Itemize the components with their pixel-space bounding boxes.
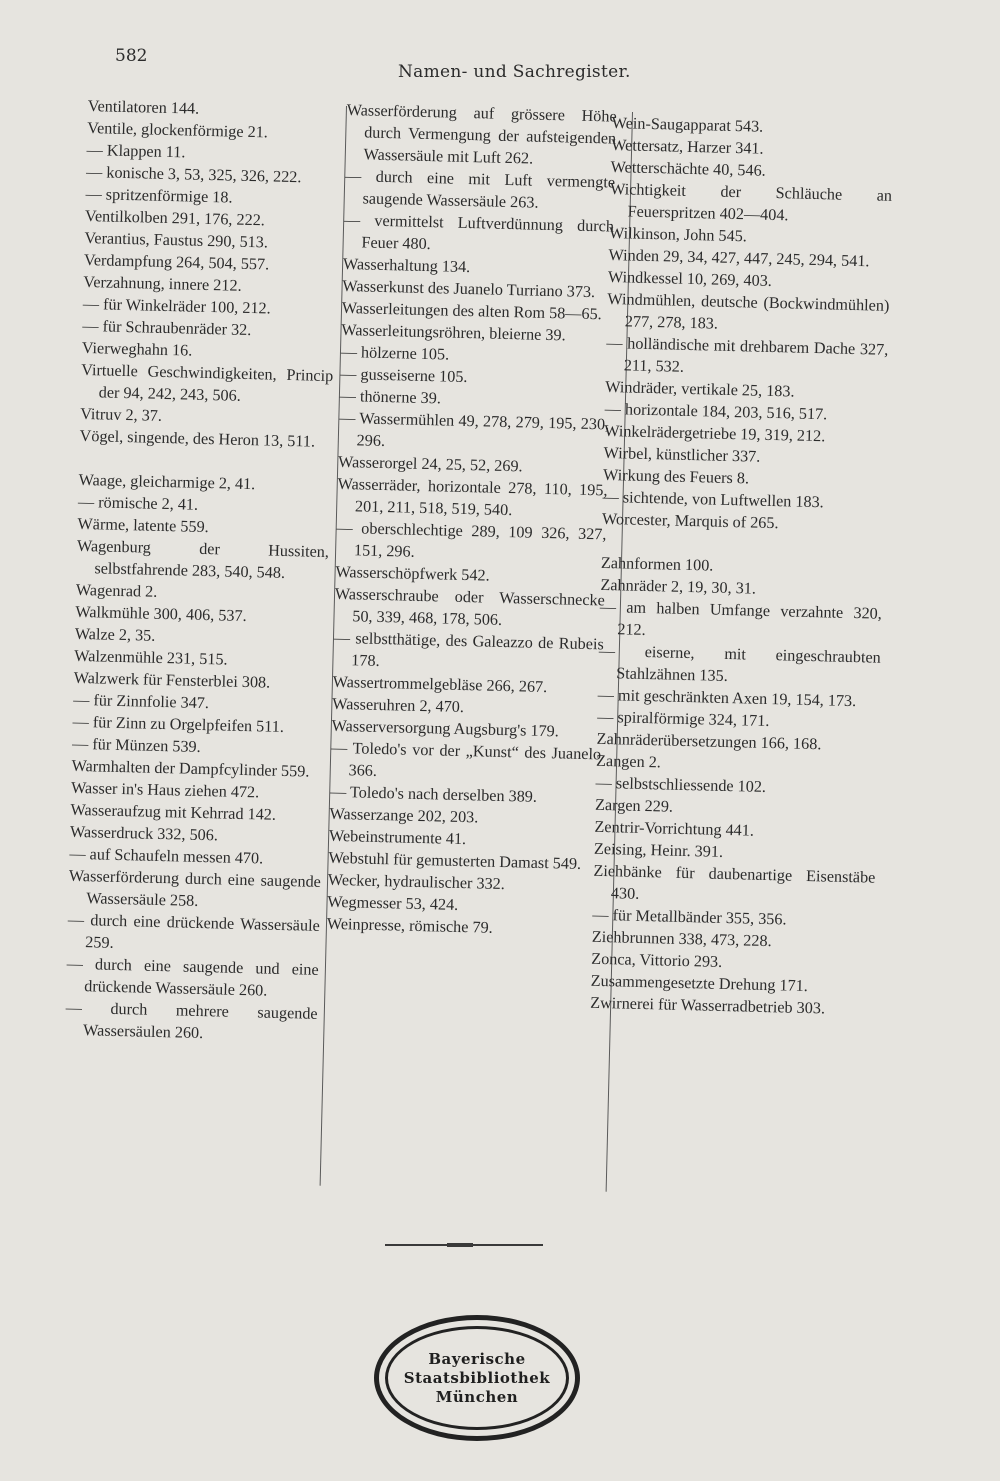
index-entry: Wetterschächte 40, 546. [610,157,766,180]
index-column-2 [327,99,617,941]
index-entry: Walzenmühle 231, 515. [74,646,228,669]
index-entry: Wegmesser 53, 424. [327,892,459,914]
index-column-1 [65,95,340,1047]
index-entry: Wasserzange 202, 203. [329,804,479,827]
index-entry: Verzahnung, innere 212. [83,272,242,295]
index-entry: Wasserförderung auf grössere Höhe durch Vermengung der aufsteigenden Wassersäule mit Luft 262. [346,100,617,168]
index-entry: Wilkinson, John 545. [608,223,748,246]
index-entry: — spritzenförmige 18. [85,184,233,207]
index-entry: Verdampfung 264, 504, 557. [83,250,270,274]
index-entry: Wecker, hydraulischer 332. [327,870,506,894]
index-entry: — horizontale 184, 203, 516, 517. [604,399,828,424]
index-entry: Zeising, Heinr. 391. [593,839,724,861]
index-entry: Zahnräderübersetzungen 166, 168. [596,729,822,754]
index-entry: — Toledo's vor der „Kunst“ des Juanelo 366. [330,738,602,780]
index-entry: Wasserdruck 332, 506. [69,822,219,845]
index-entry: Wassertrommelgebläse 266, 267. [332,672,548,697]
stamp-line-3: München [435,1387,519,1406]
index-entry: — Wassermühlen 49, 278, 279, 195, 230, 296. [338,408,610,451]
index-entry: — am halben Umfange verzahnte 320, 212. [599,597,883,639]
index-entry: Ventilkolben 291, 176, 222. [84,206,266,230]
index-entry: Zahnräder 2, 19, 30, 31. [600,575,757,598]
index-entry: Wasserräder, horizontale 278, 110, 195, 201, 211, 518, 519, 540. [337,474,608,520]
index-entry: Waage, gleicharmige 2, 41. [78,470,256,494]
index-entry: — römische 2, 41. [77,492,199,514]
running-head: Namen- und Sachregister. [398,62,631,82]
index-entry: Windräder, vertikale 25, 183. [605,377,795,401]
index-entry: Verantius, Faustus 290, 513. [84,228,269,252]
index-entry: Vögel, singende, des Heron 13, 511. [79,426,316,451]
index-entry: Winkelrädergetriebe 19, 319, 212. [603,421,826,446]
index-entry: Wasserleitungsröhren, bleierne 39. [341,320,566,345]
index-entry: Zentrir-Vorrichtung 441. [594,817,755,840]
index-entry: Ziehbrunnen 338, 473, 228. [591,927,772,951]
index-entry: Wasserförderung durch eine saugende Wassersäule 258. [68,866,322,910]
index-entry: — mit geschränkten Axen 19, 154, 173. [597,685,857,711]
index-entry: Worcester, Marquis of 265. [601,509,779,533]
index-entry: Vitruv 2, 37. [79,404,163,425]
index-entry: Weinpresse, römische 79. [326,914,493,937]
index-entry: — für Metallbänder 355, 356. [592,905,787,929]
index-entry: Ziehbänke für daubenartige Eisenstäbe 430. [593,861,876,903]
index-entry: — Klappen 11. [86,140,186,162]
index-entry: — für Zinnfolie 347. [72,690,210,713]
index-entry: — thönerne 39. [339,386,442,408]
index-entry: — gusseiserne 105. [340,364,468,387]
index-entry: Zusammengesetzte Drehung 171. [590,971,809,996]
library-stamp [374,1315,580,1441]
index-column-3 [590,112,894,1021]
index-entry: Wasserleitungen des alten Rom 58—65. [341,298,602,324]
index-entry: — konische 3, 53, 325, 326, 222. [85,162,302,187]
page-number: 582 [115,46,148,66]
index-entry: Wein-Saugapparat 543. [611,113,764,136]
index-entry: Webeinstrumente 41. [328,826,467,849]
index-entry: Warmhalten der Dampfcylinder 559. [71,756,310,781]
index-entry: Zargen 229. [594,795,674,816]
index-entry: — spiralförmige 324, 171. [596,707,770,731]
index-entry: Zonca, Vittorio 293. [591,949,723,971]
index-entry: — für Münzen 539. [71,734,201,756]
index-entry: Wasserkunst des Juanelo Turriano 373. [342,276,596,302]
index-entry: Zangen 2. [595,751,662,772]
index-entry: Wagenrad 2. [75,580,158,601]
index-entry: Wärme, latente 559. [77,514,209,537]
index-entry: Wasserschöpfwerk 542. [335,562,490,585]
index-entry: Virtuelle Geschwindigkeiten, Princip der 94, 242, 243, 506. [81,360,334,405]
index-entry: — für Winkelräder 100, 212. [82,294,271,318]
index-entry: Wasseruhren 2, 470. [331,694,465,717]
index-entry: Wagenburg der Hussiten, selbstfahrende 283, 540, 548. [76,536,330,582]
index-entry: Wirkung des Feuers 8. [602,465,750,488]
stamp-line-1: Bayerische [428,1349,526,1368]
index-entry: Walzwerk für Fensterblei 308. [73,668,271,692]
index-entry: Ventilatoren 144. [87,96,200,118]
index-entry: Wasserversorgung Augsburg's 179. [331,716,560,741]
index-entry: Wettersatz, Harzer 341. [610,135,764,158]
index-entry: Walkmühle 300, 406, 537. [75,602,247,626]
index-entry: Wasseraufzug mit Kehrrad 142. [70,800,277,824]
index-entry: — durch eine mit Luft vermengte saugende Wassersäule 263. [344,166,616,212]
index-entry: — auf Schaufeln messen 470. [69,844,264,868]
index-entry: Windmühlen, deutsche (Bockwindmühlen) 277, 278, 183. [607,289,890,333]
index-entry: Zwirnerei für Wasserradbetrieb 303. [590,993,826,1018]
index-entry: Wasserorgel 24, 25, 52, 269. [337,452,523,476]
index-entry: — hölzerne 105. [340,342,450,364]
index-entry: — durch mehrere saugende Wassersäulen 260. [65,998,318,1043]
index-entry: — für Schraubenräder 32. [82,316,252,340]
index-entry: — vermittelst Luftverdünnung durch Feuer 480. [343,210,615,254]
index-entry: Vierweghahn 16. [81,338,193,360]
index-entry: Webstuhl für gemusterten Damast 549. [328,848,582,873]
index-entry: Wasserhaltung 134. [342,254,471,277]
index-entry: — durch eine drückende Wassersäule 259. [67,910,320,952]
index-entry: Windkessel 10, 269, 403. [607,267,773,290]
end-ornament-rule [385,1244,543,1246]
index-entry: Winden 29, 34, 427, 447, 245, 294, 541. [608,245,870,271]
index-entry: Zahnformen 100. [600,553,714,575]
index-entry: — Toledo's nach derselben 389. [329,782,538,806]
index-entry: — für Zinn zu Orgelpfeifen 511. [72,712,285,736]
index-entry: Ventile, glockenförmige 21. [86,118,269,142]
index-entry: — sichtende, von Luftwellen 183. [602,487,824,512]
index-entry: — selbstthätige, des Galeazzo de Rubeis 178. [333,628,604,670]
index-entry: Walze 2, 35. [74,624,156,645]
stamp-line-2: Staatsbibliothek [403,1368,551,1387]
index-entry: — durch eine saugende und eine drückende Wassersäule 260. [66,954,319,1000]
index-entry: — eiserne, mit eingeschraubten Stahlzähnen 135. [598,641,881,685]
index-entry: — oberschlechtige 289, 109 326, 327, 151, 296. [336,518,607,561]
index-entry: Wichtigkeit der Schläuche an Feuerspritzen 402—404. [609,179,893,225]
index-entry: Wirbel, künstlicher 337. [603,443,761,466]
index-entry: Wasser in's Haus ziehen 472. [70,778,260,802]
index-entry: — holländische mit drehbarem Dache 327, 211, 532. [606,333,889,376]
index-entry: Wasserschraube oder Wasserschnecke 50, 339, 468, 178, 506. [334,584,606,629]
index-entry: — selbstschliessende 102. [595,773,767,796]
